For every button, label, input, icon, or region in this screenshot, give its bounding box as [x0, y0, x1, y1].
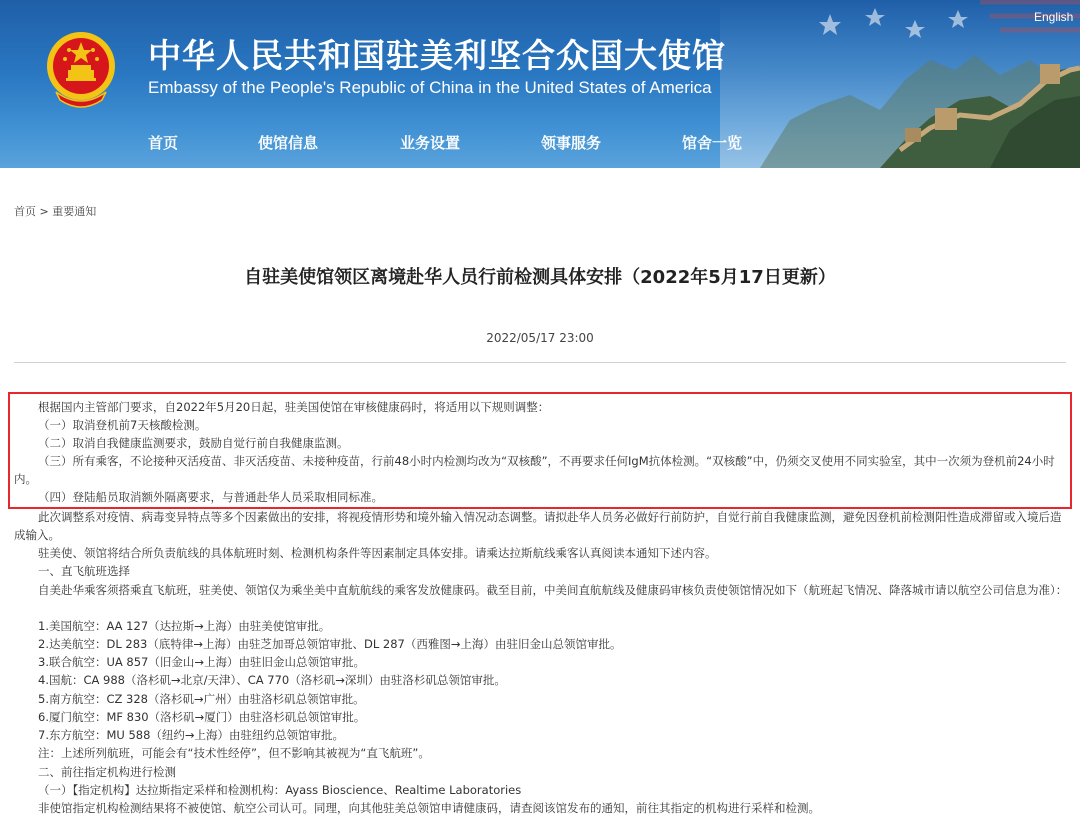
breadcrumb-separator: >	[36, 205, 53, 218]
nav-home[interactable]: 首页	[148, 134, 179, 152]
breadcrumb-home-link[interactable]: 首页	[14, 205, 36, 218]
article-date: 2022/05/17 23:00	[486, 331, 594, 345]
nav-consular-services[interactable]: 领事服务	[541, 134, 602, 152]
article-title: 自驻美使馆领区离境赴华人员行前检测具体安排（2022年5月17日更新）	[244, 267, 836, 288]
flight-item-aa: 1.美国航空：AA 127（达拉斯→上海）由驻美使馆审批。	[38, 619, 331, 633]
nav-business[interactable]: 业务设置	[400, 134, 461, 152]
paragraph-rule-3: （三）所有乘客，不论接种灭活疫苗、非灭活疫苗、未接种疫苗，行前48小时内检测均改为“双核酸”，不再要求任何IgM抗体检测。“双核酸”中，仍须交叉使用不同实验室，其中一次须为登机前24小时内。	[14, 454, 1055, 487]
section-heading-direct-flights: 一、直飞航班选择	[38, 564, 130, 578]
section-heading-testing: 二、前往指定机构进行检测	[38, 765, 176, 779]
flight-item-dl: 2.达美航空：DL 283（底特律→上海）由驻芝加哥总领馆审批、DL 287（西雅图→上海）由驻旧金山总领馆审批。	[38, 637, 622, 651]
paragraph-designated-labs: （一）【指定机构】达拉斯指定采样和检测机构：Ayass Bioscience、Realtime Laboratories	[38, 783, 522, 797]
nav-premises[interactable]: 馆舍一览	[682, 134, 743, 152]
header-banner	[0, 0, 1080, 168]
nav-embassy-info[interactable]: 使馆信息	[258, 134, 319, 152]
paragraph-rule-1: （一）取消登机前7天核酸检测。	[38, 418, 207, 432]
paragraph-adjustment-note: 此次调整系对疫情、病毒变异特点等多个因素做出的安排，将视疫情形势和境外输入情况动态调整。请拟赴华人员务必做好行前防护，自觉行前自我健康监测，避免因登机前检测阳性造成滞留或入境后造成输入。	[14, 510, 1062, 543]
paragraph-lab-recognition: 非使馆指定机构检测结果将不被使馆、航空公司认可。同理，向其他驻美总领馆申请健康码，请查阅该馆发布的通知，前往其指定的机构进行采样和检测。	[38, 801, 820, 815]
flight-note: 注：上述所列航班，可能会有“技术性经停”，但不影响其被视为“直飞航班”。	[38, 746, 430, 760]
flight-item-mf: 6.厦门航空：MF 830（洛杉矶→厦门）由驻洛杉矶总领馆审批。	[38, 710, 366, 724]
flight-item-ua: 3.联合航空：UA 857（旧金山→上海）由驻旧金山总领馆审批。	[38, 655, 365, 669]
english-language-link[interactable]: English	[1034, 10, 1074, 24]
paragraph-intro: 根据国内主管部门要求，自2022年5月20日起，驻美国使馆在审核健康码时，将适用以下规则调整：	[38, 400, 550, 414]
paragraph-rule-2: （二）取消自我健康监测要求，鼓励自觉行前自我健康监测。	[38, 436, 349, 450]
paragraph-direct-flights: 自美赴华乘客须搭乘直飞航班，驻美使、领馆仅为乘坐美中直航航线的乘客发放健康码。截至目前，中美间直航航线及健康码审核负责使领馆情况如下（航班起飞情况、降落城市请以航空公司信息为准）：	[38, 583, 1068, 597]
flight-item-cz: 5.南方航空：CZ 328（洛杉矶→广州）由驻洛杉矶总领馆审批。	[38, 692, 365, 706]
flight-item-mu: 7.东方航空：MU 588（纽约→上海）由驻纽约总领馆审批。	[38, 728, 345, 742]
site-title-chinese: 中华人民共和国驻美利坚合众国大使馆	[148, 36, 726, 75]
national-emblem-icon	[42, 28, 120, 108]
site-title-english: Embassy of the People's Republic of China in the United States of America	[148, 78, 712, 97]
paragraph-rule-4: （四）登陆船员取消额外隔离要求，与普通赴华人员采取相同标准。	[38, 490, 383, 504]
flight-item-ca: 4.国航：CA 988（洛杉矶→北京/天津）、CA 770（洛杉矶→深圳）由驻洛杉矶总领馆审批。	[38, 673, 506, 687]
title-divider	[14, 362, 1066, 363]
paragraph-arrangement: 驻美使、领馆将结合所负责航线的具体航班时刻、检测机构条件等因素制定具体安排。请乘达拉斯航线乘客认真阅读本通知下述内容。	[38, 546, 717, 560]
breadcrumb-current-link[interactable]: 重要通知	[52, 205, 97, 218]
breadcrumb	[14, 203, 96, 219]
main-navigation	[0, 128, 1080, 156]
